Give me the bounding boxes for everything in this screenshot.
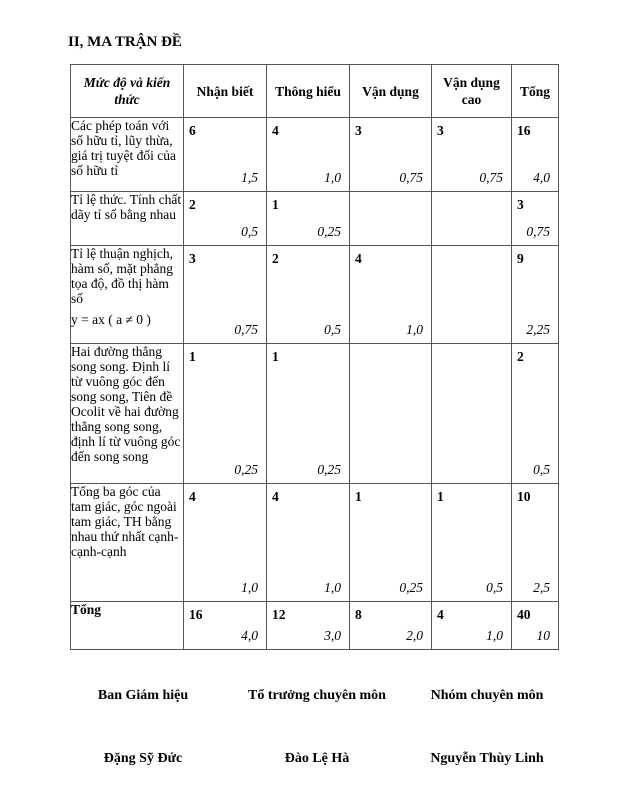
score-points: 0,75 bbox=[399, 170, 423, 185]
value-cell bbox=[432, 484, 512, 602]
question-count: 16 bbox=[189, 607, 203, 622]
score-points: 0,25 bbox=[234, 462, 258, 477]
score-points: 1,0 bbox=[324, 580, 341, 595]
value-cell bbox=[267, 118, 350, 192]
question-count: 1 bbox=[272, 197, 279, 212]
question-count: 2 bbox=[517, 349, 524, 364]
topic-cell bbox=[71, 344, 184, 484]
question-count: 1 bbox=[272, 349, 279, 364]
role-department-head: Tổ trưởng chuyên môn bbox=[248, 688, 386, 703]
topic-cell bbox=[71, 484, 184, 602]
score-points: 1,5 bbox=[241, 170, 258, 185]
score-points: 0,5 bbox=[241, 224, 258, 239]
topic-cell bbox=[71, 118, 184, 192]
score-points: 1,0 bbox=[324, 170, 341, 185]
question-count: 40 bbox=[517, 607, 531, 622]
header-topic: Mức độ và kiến thức bbox=[71, 65, 184, 118]
score-points: 1,0 bbox=[241, 580, 258, 595]
score-points: 0,25 bbox=[399, 580, 423, 595]
topic-text: Hai đường thẳng song song. Định lí từ vuông góc đến song song, Tiên đề Ocolit về hai đường thẳng song song, định lí từ vuông góc đến song song bbox=[71, 344, 181, 464]
table-row bbox=[71, 118, 559, 192]
value-cell bbox=[512, 484, 559, 602]
header-recognition: Nhận biết bbox=[184, 65, 267, 118]
section-heading: II, MA TRẬN ĐỀ bbox=[68, 34, 182, 50]
value-cell bbox=[184, 602, 267, 650]
role-subject-group: Nhóm chuyên môn bbox=[430, 688, 544, 703]
score-points: 4,0 bbox=[241, 628, 258, 643]
name-department-head: Đào Lệ Hà bbox=[284, 751, 350, 766]
header-understanding: Thông hiểu bbox=[267, 65, 350, 118]
value-cell bbox=[432, 602, 512, 650]
question-count: 2 bbox=[189, 197, 196, 212]
value-cell bbox=[512, 192, 559, 246]
value-cell bbox=[267, 246, 350, 344]
topic-text: Các phép toán với số hữu tỉ, lũy thừa, giá trị tuyệt đối của số hữu tỉ bbox=[71, 118, 176, 178]
question-count: 10 bbox=[517, 489, 531, 504]
score-points: 0,25 bbox=[317, 462, 341, 477]
question-count: 3 bbox=[355, 123, 362, 138]
value-cell bbox=[512, 602, 559, 650]
table-row bbox=[71, 246, 559, 344]
topic-text: Tỉ lệ thuận nghịch, hàm số, mặt phẳng tọa độ, đồ thị hàm số bbox=[71, 246, 173, 306]
value-cell bbox=[184, 484, 267, 602]
question-count: 9 bbox=[517, 251, 524, 266]
value-cell bbox=[512, 118, 559, 192]
question-count: 4 bbox=[189, 489, 196, 504]
table-row bbox=[71, 192, 559, 246]
topic-formula: y = ax ( a ≠ 0 ) bbox=[71, 312, 151, 327]
value-cell bbox=[432, 344, 512, 484]
topic-cell bbox=[71, 602, 184, 650]
value-cell bbox=[432, 118, 512, 192]
question-count: 6 bbox=[189, 123, 196, 138]
value-cell bbox=[184, 246, 267, 344]
value-cell bbox=[512, 344, 559, 484]
name-subject-group: Nguyễn Thùy Linh bbox=[430, 751, 544, 766]
value-cell bbox=[350, 246, 432, 344]
topic-text: Tổng ba góc của tam giác, góc ngoài tam giác, TH bằng nhau thứ nhất cạnh-cạnh-cạnh bbox=[71, 484, 179, 559]
score-points: 1,0 bbox=[486, 628, 503, 643]
value-cell bbox=[267, 344, 350, 484]
question-count: 3 bbox=[437, 123, 444, 138]
score-points: 2,5 bbox=[533, 580, 550, 595]
question-count: 4 bbox=[355, 251, 362, 266]
topic-cell bbox=[71, 246, 184, 344]
question-count: 3 bbox=[189, 251, 196, 266]
score-points: 3,0 bbox=[324, 628, 341, 643]
role-principal: Ban Giám hiệu bbox=[97, 688, 189, 703]
value-cell bbox=[350, 602, 432, 650]
score-points: 0,5 bbox=[486, 580, 503, 595]
value-cell bbox=[432, 246, 512, 344]
header-total: Tổng bbox=[512, 65, 559, 118]
value-cell bbox=[350, 192, 432, 246]
score-points: 0,5 bbox=[533, 462, 550, 477]
value-cell bbox=[267, 192, 350, 246]
score-points: 2,25 bbox=[526, 322, 550, 337]
value-cell bbox=[184, 192, 267, 246]
value-cell bbox=[512, 246, 559, 344]
question-count: 16 bbox=[517, 123, 531, 138]
score-points: 2,0 bbox=[406, 628, 423, 643]
header-row bbox=[71, 65, 559, 118]
score-points: 0,75 bbox=[526, 224, 550, 239]
score-points: 1,0 bbox=[406, 322, 423, 337]
score-points: 0,5 bbox=[324, 322, 341, 337]
question-count: 3 bbox=[517, 197, 524, 212]
value-cell bbox=[350, 484, 432, 602]
value-cell bbox=[432, 192, 512, 246]
question-count: 12 bbox=[272, 607, 286, 622]
question-count: 8 bbox=[355, 607, 362, 622]
score-points: 0,75 bbox=[234, 322, 258, 337]
question-count: 2 bbox=[272, 251, 279, 266]
name-principal: Đặng Sỹ Đức bbox=[103, 751, 183, 766]
exam-matrix-table bbox=[70, 64, 559, 650]
question-count: 1 bbox=[437, 489, 444, 504]
question-count: 4 bbox=[272, 123, 279, 138]
score-points: 4,0 bbox=[533, 170, 550, 185]
value-cell bbox=[267, 484, 350, 602]
table-row bbox=[71, 344, 559, 484]
value-cell bbox=[184, 344, 267, 484]
question-count: 1 bbox=[355, 489, 362, 504]
topic-cell bbox=[71, 192, 184, 246]
header-advanced-application: Vận dụng cao bbox=[432, 65, 512, 118]
question-count: 1 bbox=[189, 349, 196, 364]
value-cell bbox=[267, 602, 350, 650]
value-cell bbox=[350, 118, 432, 192]
score-points: 0,75 bbox=[479, 170, 503, 185]
table-row bbox=[71, 484, 559, 602]
topic-text: Tỉ lệ thức. Tính chất dãy tỉ số bằng nhau bbox=[71, 192, 182, 222]
question-count: 4 bbox=[272, 489, 279, 504]
value-cell bbox=[184, 118, 267, 192]
score-points: 0,25 bbox=[317, 224, 341, 239]
total-row bbox=[71, 602, 559, 650]
total-label: Tổng bbox=[71, 602, 102, 617]
score-points: 10 bbox=[536, 628, 550, 643]
value-cell bbox=[350, 344, 432, 484]
question-count: 4 bbox=[437, 607, 444, 622]
header-application: Vận dụng bbox=[350, 65, 432, 118]
